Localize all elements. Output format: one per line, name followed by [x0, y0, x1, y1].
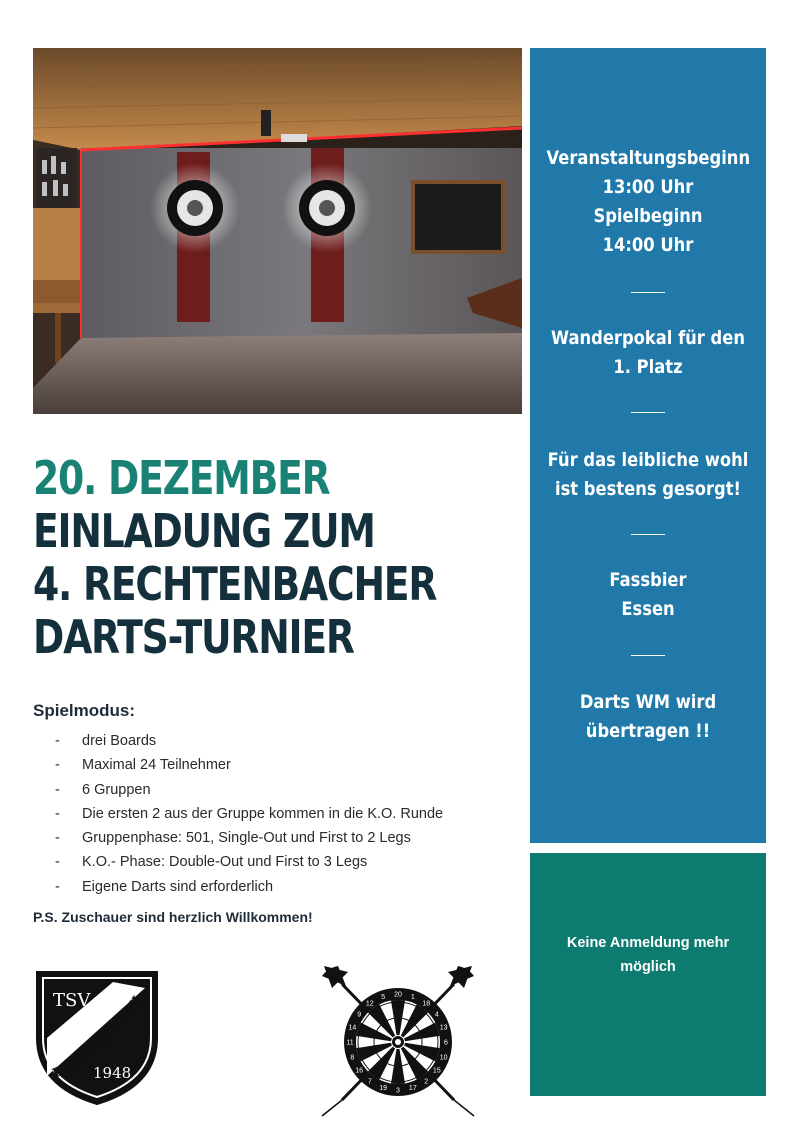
broadcast-line-2: übertragen !!: [585, 720, 711, 742]
list-item: [55, 875, 443, 899]
board-number: 19: [379, 1085, 388, 1093]
separator-line: [631, 655, 665, 656]
list-item: [55, 753, 443, 777]
board-number: 7: [367, 1078, 372, 1086]
dartboard-logo: [318, 960, 478, 1118]
separator-line: [631, 292, 665, 293]
list-item: [55, 850, 443, 874]
bullet-dash: -: [55, 733, 60, 749]
catering-line-2: ist bestens gesorgt!: [554, 478, 742, 500]
list-item: [55, 802, 443, 826]
trophy-info: [530, 324, 766, 382]
list-item-text: Die ersten 2 aus der Gruppe kommen in die K.O. Runde: [82, 805, 444, 822]
board-number: 13: [439, 1024, 448, 1032]
bullet-dash: -: [55, 854, 60, 871]
registration-notice-text: [530, 931, 766, 979]
food-line-1: Fassbier: [609, 569, 687, 591]
board-number: 9: [357, 1011, 362, 1019]
board-number: 16: [355, 1067, 364, 1075]
list-item-text: K.O.- Phase: Double-Out und First to 3 Legs: [82, 854, 368, 871]
list-item-text: Maximal 24 Teilnehmer: [82, 757, 231, 774]
board-number: 6: [444, 1039, 448, 1047]
catering-line-1: Für das leibliche wohl: [547, 449, 749, 471]
headline: [33, 452, 513, 664]
separator-line: [631, 412, 665, 413]
board-number: 14: [348, 1024, 357, 1032]
notice-line-2: möglich: [620, 959, 676, 975]
event-date: 20. DEZEMBER: [33, 451, 330, 505]
board-number: 4: [434, 1011, 439, 1019]
bullet-dash: -: [55, 757, 60, 774]
food-line-2: Essen: [621, 598, 675, 620]
broadcast-line-1: Darts WM wird: [579, 691, 717, 713]
headline-line-2: 4. RECHTENBACHER: [33, 557, 437, 611]
board-number: 12: [365, 1000, 374, 1008]
bullet-dash: -: [55, 805, 60, 822]
broadcast-info: [530, 688, 766, 746]
modus-list: [55, 729, 443, 899]
headline-line-1: EINLADUNG ZUM: [33, 504, 375, 558]
list-item-text: Gruppenphase: 501, Single-Out und First to 2 Legs: [82, 830, 411, 847]
list-item-text: drei Boards: [82, 733, 157, 749]
list-item: [55, 729, 443, 753]
board-number: 5: [381, 993, 386, 1001]
bullet-dash: -: [55, 878, 60, 895]
list-item: [55, 826, 443, 850]
food-info: [530, 566, 766, 624]
registration-notice: [530, 853, 766, 1096]
modus-title: Spielmodus:: [33, 701, 136, 720]
headline-line-3: DARTS-TURNIER: [33, 610, 354, 664]
event-start-label: Veranstaltungsbeginn: [546, 147, 751, 169]
info-panel: [530, 48, 766, 843]
board-number: 2: [424, 1078, 429, 1086]
event-start-time: 13:00 Uhr: [602, 176, 694, 198]
board-number: 8: [350, 1054, 355, 1062]
catering-info: [530, 446, 766, 504]
logo-year-text: 1948: [93, 1064, 132, 1082]
logo-tsv-text: TSV: [53, 990, 91, 1011]
logo-name-text: RECHTENBACH: [50, 993, 146, 1082]
board-number: 10: [439, 1054, 448, 1062]
dart-room-photo: [33, 48, 522, 414]
board-number: 11: [346, 1039, 354, 1047]
bullet-dash: -: [55, 830, 60, 847]
notice-line-1: Keine Anmeldung mehr: [566, 935, 730, 951]
board-number: 20: [394, 991, 402, 999]
list-item: [55, 778, 443, 802]
bullet-dash: -: [55, 781, 60, 798]
board-number: 3: [396, 1087, 400, 1095]
game-start-label: Spielbeginn: [593, 205, 703, 227]
tsv-rechtenbach-logo: [33, 968, 161, 1106]
list-item-text: Eigene Darts sind erforderlich: [82, 878, 274, 895]
trophy-line-1: Wanderpokal für den: [551, 327, 745, 349]
ps-note: P.S. Zuschauer sind herzlich Willkommen!: [33, 909, 313, 925]
board-number: 17: [408, 1085, 417, 1093]
start-info: [530, 144, 766, 260]
list-item-text: 6 Gruppen: [82, 781, 151, 798]
board-number: 15: [432, 1067, 441, 1075]
trophy-line-2: 1. Platz: [613, 356, 683, 378]
board-number: 1: [410, 993, 415, 1001]
board-number: 18: [422, 1000, 431, 1008]
separator-line: [631, 534, 665, 535]
game-start-time: 14:00 Uhr: [602, 234, 694, 256]
